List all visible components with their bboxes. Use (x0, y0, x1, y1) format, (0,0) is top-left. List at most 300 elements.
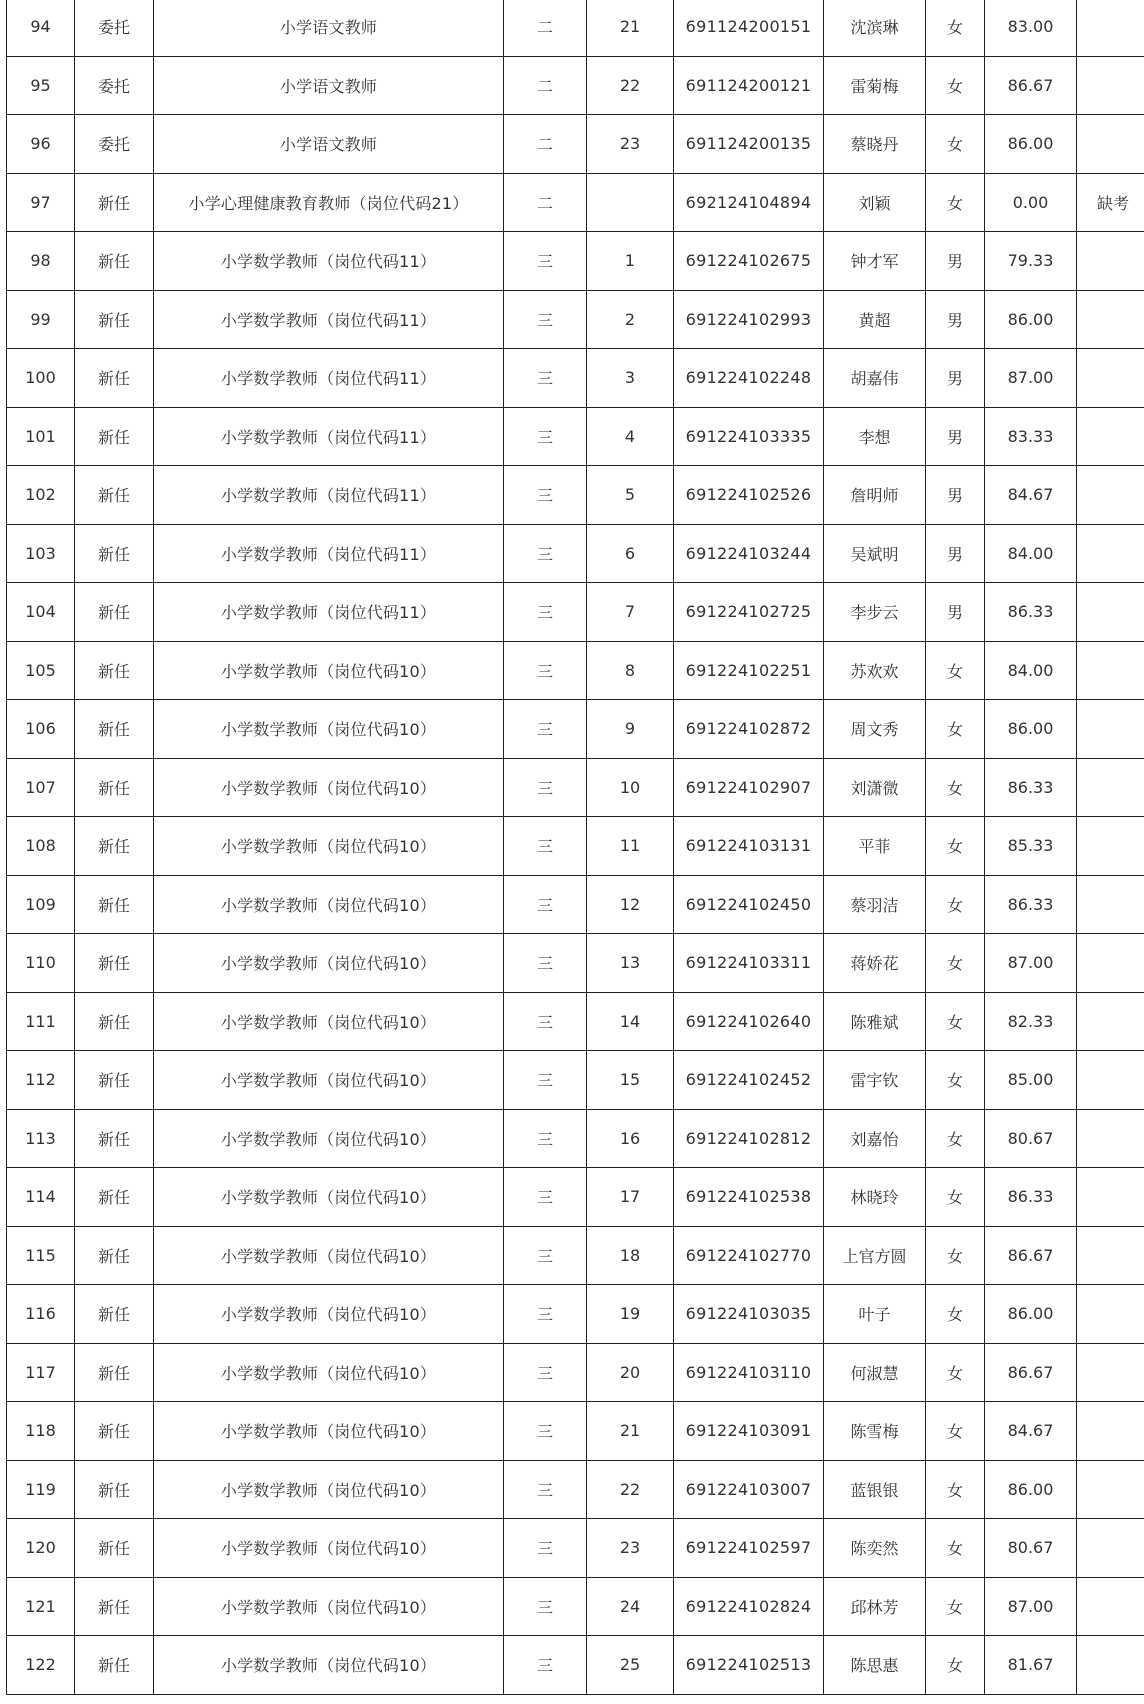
table-row (7, 407, 1144, 466)
cell-ticket-number: 691224103091 (674, 1402, 824, 1461)
cell-recruit-type: 新任 (75, 1285, 154, 1344)
cell-exam-group: 三 (504, 232, 587, 291)
cell-serial-number: 110 (7, 934, 75, 993)
cell-serial-number: 100 (7, 349, 75, 408)
cell-recruit-type: 新任 (75, 1577, 154, 1636)
cell-draw-number: 6 (587, 524, 674, 583)
table-row (7, 1460, 1144, 1519)
cell-candidate-name: 陈思惠 (824, 1636, 926, 1695)
cell-remark (1077, 700, 1144, 759)
cell-exam-group: 三 (504, 817, 587, 876)
cell-exam-group: 三 (504, 700, 587, 759)
cell-gender: 男 (926, 232, 985, 291)
table-row (7, 1519, 1144, 1578)
cell-remark (1077, 934, 1144, 993)
cell-serial-number: 116 (7, 1285, 75, 1344)
cell-post-name: 小学数学教师（岗位代码10） (154, 1460, 504, 1519)
cell-serial-number: 114 (7, 1168, 75, 1227)
cell-draw-number: 22 (587, 1460, 674, 1519)
table-row (7, 758, 1144, 817)
cell-score: 87.00 (985, 934, 1077, 993)
cell-exam-group: 二 (504, 173, 587, 232)
cell-candidate-name: 蓝银银 (824, 1460, 926, 1519)
table-row (7, 349, 1144, 408)
cell-exam-group: 三 (504, 1343, 587, 1402)
cell-exam-group: 三 (504, 1109, 587, 1168)
cell-remark (1077, 992, 1144, 1051)
cell-ticket-number: 691224102770 (674, 1226, 824, 1285)
cell-score: 86.33 (985, 875, 1077, 934)
cell-serial-number: 108 (7, 817, 75, 876)
cell-score: 86.00 (985, 1285, 1077, 1344)
cell-candidate-name: 苏欢欢 (824, 641, 926, 700)
cell-draw-number: 14 (587, 992, 674, 1051)
cell-post-name: 小学数学教师（岗位代码10） (154, 817, 504, 876)
cell-exam-group: 三 (504, 583, 587, 642)
cell-serial-number: 98 (7, 232, 75, 291)
cell-recruit-type: 新任 (75, 466, 154, 525)
cell-exam-group: 三 (504, 875, 587, 934)
cell-serial-number: 101 (7, 407, 75, 466)
table-row (7, 817, 1144, 876)
cell-candidate-name: 李想 (824, 407, 926, 466)
cell-serial-number: 94 (7, 0, 75, 56)
cell-score: 84.00 (985, 524, 1077, 583)
cell-post-name: 小学心理健康教育教师（岗位代码21） (154, 173, 504, 232)
cell-serial-number: 117 (7, 1343, 75, 1402)
cell-remark (1077, 1109, 1144, 1168)
cell-draw-number: 2 (587, 290, 674, 349)
cell-remark (1077, 1519, 1144, 1578)
cell-remark: 缺考 (1077, 173, 1144, 232)
table-row (7, 1109, 1144, 1168)
cell-draw-number: 19 (587, 1285, 674, 1344)
cell-post-name: 小学数学教师（岗位代码11） (154, 466, 504, 525)
cell-remark (1077, 1402, 1144, 1461)
cell-exam-group: 三 (504, 407, 587, 466)
cell-serial-number: 115 (7, 1226, 75, 1285)
cell-post-name: 小学数学教师（岗位代码11） (154, 232, 504, 291)
cell-draw-number (587, 173, 674, 232)
cell-candidate-name: 蔡羽洁 (824, 875, 926, 934)
table-row (7, 1051, 1144, 1110)
cell-draw-number: 7 (587, 583, 674, 642)
cell-recruit-type: 新任 (75, 875, 154, 934)
cell-post-name: 小学数学教师（岗位代码10） (154, 875, 504, 934)
results-table (6, 0, 1144, 1695)
cell-candidate-name: 陈奕然 (824, 1519, 926, 1578)
cell-remark (1077, 1226, 1144, 1285)
cell-remark (1077, 524, 1144, 583)
cell-draw-number: 8 (587, 641, 674, 700)
cell-candidate-name: 蒋娇花 (824, 934, 926, 993)
cell-ticket-number: 691224102725 (674, 583, 824, 642)
cell-remark (1077, 817, 1144, 876)
cell-post-name: 小学数学教师（岗位代码10） (154, 1577, 504, 1636)
cell-score: 83.00 (985, 0, 1077, 56)
cell-draw-number: 13 (587, 934, 674, 993)
table-row (7, 700, 1144, 759)
cell-serial-number: 99 (7, 290, 75, 349)
cell-remark (1077, 1051, 1144, 1110)
cell-serial-number: 102 (7, 466, 75, 525)
cell-post-name: 小学数学教师（岗位代码10） (154, 1343, 504, 1402)
cell-draw-number: 17 (587, 1168, 674, 1227)
cell-gender: 女 (926, 173, 985, 232)
cell-gender: 女 (926, 1285, 985, 1344)
cell-draw-number: 15 (587, 1051, 674, 1110)
cell-candidate-name: 林晓玲 (824, 1168, 926, 1227)
table-row (7, 1285, 1144, 1344)
cell-score: 80.67 (985, 1519, 1077, 1578)
cell-post-name: 小学数学教师（岗位代码10） (154, 1636, 504, 1695)
cell-exam-group: 二 (504, 0, 587, 56)
cell-gender: 女 (926, 1343, 985, 1402)
cell-ticket-number: 691224103110 (674, 1343, 824, 1402)
cell-ticket-number: 691224103007 (674, 1460, 824, 1519)
cell-candidate-name: 胡嘉伟 (824, 349, 926, 408)
cell-ticket-number: 691124200135 (674, 115, 824, 174)
cell-gender: 女 (926, 1226, 985, 1285)
cell-remark (1077, 1460, 1144, 1519)
table-row (7, 1343, 1144, 1402)
cell-serial-number: 107 (7, 758, 75, 817)
cell-ticket-number: 692124104894 (674, 173, 824, 232)
cell-gender: 女 (926, 1519, 985, 1578)
cell-score: 85.33 (985, 817, 1077, 876)
cell-post-name: 小学数学教师（岗位代码11） (154, 349, 504, 408)
cell-candidate-name: 雷菊梅 (824, 56, 926, 115)
cell-exam-group: 三 (504, 1519, 587, 1578)
cell-recruit-type: 新任 (75, 1109, 154, 1168)
cell-post-name: 小学数学教师（岗位代码10） (154, 1402, 504, 1461)
cell-ticket-number: 691224102993 (674, 290, 824, 349)
cell-draw-number: 16 (587, 1109, 674, 1168)
cell-recruit-type: 新任 (75, 1226, 154, 1285)
cell-ticket-number: 691224102872 (674, 700, 824, 759)
cell-gender: 女 (926, 1577, 985, 1636)
cell-serial-number: 111 (7, 992, 75, 1051)
table-row (7, 115, 1144, 174)
cell-score: 86.00 (985, 290, 1077, 349)
cell-score: 84.67 (985, 466, 1077, 525)
cell-exam-group: 二 (504, 115, 587, 174)
cell-candidate-name: 叶子 (824, 1285, 926, 1344)
cell-serial-number: 120 (7, 1519, 75, 1578)
cell-ticket-number: 691224103335 (674, 407, 824, 466)
cell-serial-number: 122 (7, 1636, 75, 1695)
table-row (7, 1402, 1144, 1461)
cell-recruit-type: 新任 (75, 934, 154, 993)
cell-recruit-type: 新任 (75, 700, 154, 759)
cell-remark (1077, 1577, 1144, 1636)
cell-post-name: 小学数学教师（岗位代码10） (154, 934, 504, 993)
cell-score: 85.00 (985, 1051, 1077, 1110)
cell-score: 86.67 (985, 1226, 1077, 1285)
cell-post-name: 小学数学教师（岗位代码10） (154, 1109, 504, 1168)
table-row (7, 1226, 1144, 1285)
cell-ticket-number: 691224102248 (674, 349, 824, 408)
cell-ticket-number: 691124200121 (674, 56, 824, 115)
cell-exam-group: 三 (504, 290, 587, 349)
cell-serial-number: 109 (7, 875, 75, 934)
cell-ticket-number: 691224102452 (674, 1051, 824, 1110)
cell-remark (1077, 641, 1144, 700)
table-row (7, 290, 1144, 349)
table-body (7, 0, 1144, 1694)
cell-recruit-type: 新任 (75, 232, 154, 291)
table-row (7, 0, 1144, 56)
cell-score: 81.67 (985, 1636, 1077, 1695)
cell-candidate-name: 上官方圆 (824, 1226, 926, 1285)
cell-score: 84.67 (985, 1402, 1077, 1461)
cell-draw-number: 20 (587, 1343, 674, 1402)
cell-score: 79.33 (985, 232, 1077, 291)
cell-exam-group: 三 (504, 1226, 587, 1285)
table-row (7, 583, 1144, 642)
cell-draw-number: 21 (587, 0, 674, 56)
cell-recruit-type: 新任 (75, 1519, 154, 1578)
cell-recruit-type: 新任 (75, 1343, 154, 1402)
cell-candidate-name: 周文秀 (824, 700, 926, 759)
cell-serial-number: 105 (7, 641, 75, 700)
cell-gender: 男 (926, 349, 985, 408)
cell-serial-number: 97 (7, 173, 75, 232)
cell-draw-number: 5 (587, 466, 674, 525)
cell-exam-group: 三 (504, 992, 587, 1051)
cell-serial-number: 103 (7, 524, 75, 583)
cell-gender: 男 (926, 524, 985, 583)
cell-score: 80.67 (985, 1109, 1077, 1168)
cell-draw-number: 9 (587, 700, 674, 759)
cell-draw-number: 1 (587, 232, 674, 291)
cell-recruit-type: 委托 (75, 56, 154, 115)
cell-recruit-type: 新任 (75, 641, 154, 700)
cell-score: 86.33 (985, 1168, 1077, 1227)
cell-gender: 女 (926, 1636, 985, 1695)
cell-score: 86.00 (985, 700, 1077, 759)
cell-candidate-name: 詹明师 (824, 466, 926, 525)
cell-remark (1077, 875, 1144, 934)
table-row (7, 1168, 1144, 1227)
cell-gender: 男 (926, 583, 985, 642)
table-row (7, 173, 1144, 232)
cell-gender: 女 (926, 115, 985, 174)
cell-recruit-type: 新任 (75, 583, 154, 642)
cell-score: 0.00 (985, 173, 1077, 232)
cell-draw-number: 24 (587, 1577, 674, 1636)
cell-post-name: 小学数学教师（岗位代码10） (154, 758, 504, 817)
table-row (7, 992, 1144, 1051)
cell-serial-number: 119 (7, 1460, 75, 1519)
cell-gender: 女 (926, 992, 985, 1051)
cell-gender: 女 (926, 641, 985, 700)
cell-gender: 女 (926, 0, 985, 56)
cell-draw-number: 4 (587, 407, 674, 466)
cell-exam-group: 三 (504, 1285, 587, 1344)
cell-recruit-type: 委托 (75, 115, 154, 174)
cell-serial-number: 112 (7, 1051, 75, 1110)
cell-exam-group: 三 (504, 641, 587, 700)
cell-candidate-name: 李步云 (824, 583, 926, 642)
cell-serial-number: 96 (7, 115, 75, 174)
cell-post-name: 小学语文教师 (154, 56, 504, 115)
cell-ticket-number: 691224102538 (674, 1168, 824, 1227)
cell-exam-group: 三 (504, 934, 587, 993)
cell-ticket-number: 691224102251 (674, 641, 824, 700)
cell-remark (1077, 1343, 1144, 1402)
cell-gender: 男 (926, 407, 985, 466)
cell-candidate-name: 沈滨琳 (824, 0, 926, 56)
cell-gender: 女 (926, 56, 985, 115)
cell-post-name: 小学数学教师（岗位代码10） (154, 1285, 504, 1344)
cell-remark (1077, 0, 1144, 56)
cell-post-name: 小学数学教师（岗位代码11） (154, 407, 504, 466)
cell-recruit-type: 委托 (75, 0, 154, 56)
cell-score: 86.67 (985, 56, 1077, 115)
cell-ticket-number: 691224102640 (674, 992, 824, 1051)
cell-ticket-number: 691224102824 (674, 1577, 824, 1636)
cell-ticket-number: 691224102513 (674, 1636, 824, 1695)
cell-recruit-type: 新任 (75, 1636, 154, 1695)
cell-ticket-number: 691224103311 (674, 934, 824, 993)
cell-remark (1077, 56, 1144, 115)
cell-gender: 女 (926, 875, 985, 934)
cell-ticket-number: 691224102526 (674, 466, 824, 525)
cell-ticket-number: 691224102597 (674, 1519, 824, 1578)
cell-remark (1077, 1636, 1144, 1695)
cell-draw-number: 25 (587, 1636, 674, 1695)
cell-post-name: 小学数学教师（岗位代码10） (154, 1051, 504, 1110)
cell-exam-group: 三 (504, 1460, 587, 1519)
cell-draw-number: 21 (587, 1402, 674, 1461)
cell-recruit-type: 新任 (75, 758, 154, 817)
cell-draw-number: 3 (587, 349, 674, 408)
cell-serial-number: 121 (7, 1577, 75, 1636)
cell-candidate-name: 刘潇微 (824, 758, 926, 817)
table-row (7, 641, 1144, 700)
cell-recruit-type: 新任 (75, 1051, 154, 1110)
cell-gender: 女 (926, 1460, 985, 1519)
cell-remark (1077, 758, 1144, 817)
cell-recruit-type: 新任 (75, 992, 154, 1051)
cell-exam-group: 三 (504, 524, 587, 583)
cell-recruit-type: 新任 (75, 407, 154, 466)
cell-remark (1077, 115, 1144, 174)
cell-serial-number: 118 (7, 1402, 75, 1461)
cell-remark (1077, 466, 1144, 525)
table-row (7, 56, 1144, 115)
cell-recruit-type: 新任 (75, 1460, 154, 1519)
table-row (7, 232, 1144, 291)
cell-exam-group: 三 (504, 349, 587, 408)
cell-score: 84.00 (985, 641, 1077, 700)
cell-gender: 女 (926, 1051, 985, 1110)
cell-recruit-type: 新任 (75, 173, 154, 232)
cell-post-name: 小学语文教师 (154, 115, 504, 174)
cell-gender: 男 (926, 466, 985, 525)
cell-gender: 女 (926, 700, 985, 759)
cell-candidate-name: 邱林芳 (824, 1577, 926, 1636)
cell-recruit-type: 新任 (75, 1402, 154, 1461)
cell-ticket-number: 691224102450 (674, 875, 824, 934)
cell-candidate-name: 蔡晓丹 (824, 115, 926, 174)
cell-gender: 男 (926, 290, 985, 349)
cell-ticket-number: 691224102812 (674, 1109, 824, 1168)
cell-post-name: 小学数学教师（岗位代码11） (154, 583, 504, 642)
cell-gender: 女 (926, 1402, 985, 1461)
cell-recruit-type: 新任 (75, 817, 154, 876)
cell-gender: 女 (926, 934, 985, 993)
cell-draw-number: 12 (587, 875, 674, 934)
cell-ticket-number: 691124200151 (674, 0, 824, 56)
cell-post-name: 小学数学教师（岗位代码10） (154, 700, 504, 759)
cell-remark (1077, 407, 1144, 466)
cell-candidate-name: 刘颖 (824, 173, 926, 232)
cell-exam-group: 三 (504, 1051, 587, 1110)
cell-score: 86.67 (985, 1343, 1077, 1402)
cell-score: 87.00 (985, 1577, 1077, 1636)
cell-exam-group: 三 (504, 466, 587, 525)
cell-post-name: 小学数学教师（岗位代码10） (154, 641, 504, 700)
cell-candidate-name: 陈雪梅 (824, 1402, 926, 1461)
cell-exam-group: 三 (504, 1577, 587, 1636)
cell-serial-number: 113 (7, 1109, 75, 1168)
cell-score: 83.33 (985, 407, 1077, 466)
cell-remark (1077, 290, 1144, 349)
cell-post-name: 小学数学教师（岗位代码10） (154, 1168, 504, 1227)
cell-draw-number: 23 (587, 115, 674, 174)
cell-exam-group: 三 (504, 1168, 587, 1227)
cell-serial-number: 104 (7, 583, 75, 642)
table-row (7, 1636, 1144, 1695)
cell-ticket-number: 691224102907 (674, 758, 824, 817)
cell-candidate-name: 何淑慧 (824, 1343, 926, 1402)
cell-score: 86.00 (985, 1460, 1077, 1519)
cell-post-name: 小学数学教师（岗位代码10） (154, 1519, 504, 1578)
cell-exam-group: 三 (504, 1636, 587, 1695)
cell-exam-group: 二 (504, 56, 587, 115)
cell-serial-number: 106 (7, 700, 75, 759)
cell-recruit-type: 新任 (75, 524, 154, 583)
cell-exam-group: 三 (504, 1402, 587, 1461)
cell-post-name: 小学数学教师（岗位代码10） (154, 992, 504, 1051)
cell-draw-number: 22 (587, 56, 674, 115)
cell-draw-number: 11 (587, 817, 674, 876)
cell-candidate-name: 刘嘉怡 (824, 1109, 926, 1168)
cell-post-name: 小学数学教师（岗位代码11） (154, 524, 504, 583)
cell-draw-number: 23 (587, 1519, 674, 1578)
cell-post-name: 小学数学教师（岗位代码11） (154, 290, 504, 349)
cell-post-name: 小学语文教师 (154, 0, 504, 56)
cell-remark (1077, 1285, 1144, 1344)
cell-gender: 女 (926, 1168, 985, 1227)
cell-draw-number: 18 (587, 1226, 674, 1285)
cell-gender: 女 (926, 758, 985, 817)
cell-ticket-number: 691224103131 (674, 817, 824, 876)
cell-post-name: 小学数学教师（岗位代码10） (154, 1226, 504, 1285)
cell-ticket-number: 691224102675 (674, 232, 824, 291)
cell-remark (1077, 1168, 1144, 1227)
cell-remark (1077, 583, 1144, 642)
cell-recruit-type: 新任 (75, 1168, 154, 1227)
cell-recruit-type: 新任 (75, 349, 154, 408)
cell-score: 86.33 (985, 758, 1077, 817)
cell-score: 82.33 (985, 992, 1077, 1051)
table-row (7, 524, 1144, 583)
cell-score: 86.33 (985, 583, 1077, 642)
cell-candidate-name: 平菲 (824, 817, 926, 876)
